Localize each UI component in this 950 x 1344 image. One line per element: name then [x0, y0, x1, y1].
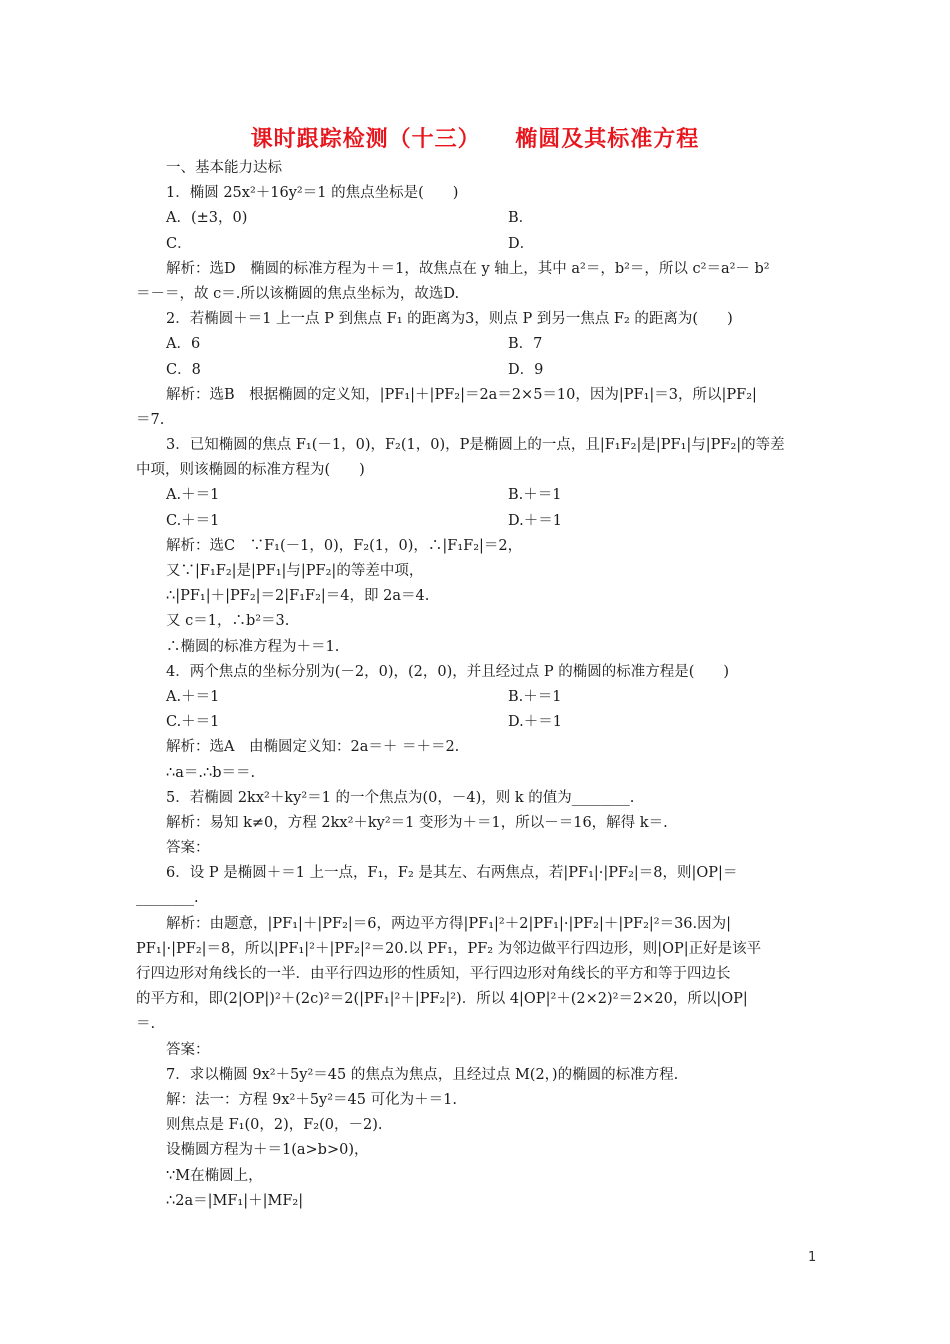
text-line: 解析：选B 根据椭圆的定义知，|PF₁|＋|PF₂|＝2a＝2×5＝10，因为|PF₁|＝3，所以|PF₂| — [166, 386, 757, 403]
option-right: D． — [508, 235, 535, 252]
option-right: B.＋＝1 — [508, 688, 562, 705]
text-line: 设椭圆方程为＋＝1(a>b>0)， — [166, 1142, 369, 1159]
text-line: ＝7. — [136, 411, 165, 428]
page-title: 课时跟踪检测（十三） 椭圆及其标准方程 — [250, 126, 700, 152]
text-line: 答案： — [166, 1041, 210, 1058]
option-left: C.＋＝1 — [166, 714, 220, 731]
option-row — [136, 332, 816, 357]
text-line: 5．若椭圆 2kx²＋ky²＝1 的一个焦点为(0，－4)，则 k 的值为________. — [166, 789, 635, 806]
option-left: C． — [166, 235, 192, 252]
text-line: 中项，则该椭圆的标准方程为( ) — [136, 462, 365, 479]
text-line: 解析：选A 由椭圆定义知：2a＝＋ ＝＋＝2. — [166, 739, 460, 756]
page-number: 1 — [808, 1250, 817, 1265]
text-line: 6．设 P 是椭圆＋＝1 上一点，F₁，F₂ 是其左、右两焦点，若|PF₁|·|PF₂|＝8，则|OP|＝ — [166, 865, 738, 882]
text-line: 解析：由题意，|PF₁|＋|PF₂|＝6，两边平方得|PF₁|²＋2|PF₁|·|PF₂|＋|PF₂|²＝36.因为| — [166, 915, 732, 932]
text-line: 7．求以椭圆 9x²＋5y²＝45 的焦点为焦点，且经过点 M(2，)的椭圆的标准方程. — [166, 1066, 679, 1083]
option-left: A．(±3，0) — [166, 210, 248, 227]
option-left: C.＋＝1 — [166, 512, 220, 529]
text-line: ________. — [136, 890, 199, 907]
text-line: 则焦点是 F₁(0，2)，F₂(0，－2). — [166, 1117, 383, 1134]
option-left: A.＋＝1 — [166, 487, 220, 504]
option-row — [136, 483, 816, 508]
option-row — [136, 685, 816, 710]
option-right: D.＋＝1 — [508, 714, 562, 731]
option-left: A．6 — [166, 336, 201, 353]
text-line: 解析：选D 椭圆的标准方程为＋＝1，故焦点在 y 轴上，其中 a²＝，b²＝，所以 c²＝a²－ b² — [166, 260, 770, 277]
text-line: ∴椭圆的标准方程为＋＝1. — [166, 638, 340, 655]
text-line: 4．两个焦点的坐标分别为(－2，0)，(2，0)，并且经过点 P 的椭圆的标准方程是( ) — [166, 663, 730, 680]
text-line: ∴|PF₁|＋|PF₂|＝2|F₁F₂|＝4，即 2a＝4. — [166, 588, 430, 605]
option-left: C．8 — [166, 361, 201, 378]
text-line: 又∵|F₁F₂|是|PF₁|与|PF₂|的等差中项， — [166, 563, 424, 579]
option-left: A.＋＝1 — [166, 688, 220, 705]
option-right: D.＋＝1 — [508, 512, 562, 529]
document-body — [136, 156, 816, 1214]
text-line: 答案： — [166, 840, 210, 857]
option-right: B.＋＝1 — [508, 487, 562, 504]
text-line: ∴a＝.∴b＝＝. — [166, 764, 256, 781]
option-row — [136, 509, 816, 534]
text-line: ∴2a＝|MF₁|＋|MF₂| — [166, 1192, 304, 1209]
option-right: D．9 — [508, 361, 544, 378]
option-row — [136, 710, 816, 735]
text-line: 解析：易知 k≠0，方程 2kx²＋ky²＝1 变形为＋＝1，所以－＝16，解得 k＝. — [166, 814, 668, 831]
text-line: 的平方和，即(2|OP|)²＋(2c)²＝2(|PF₁|²＋|PF₂|²)．所以 4|OP|²＋(2×2)²＝2×20，所以|OP| — [136, 991, 748, 1008]
text-line: ＝. — [136, 1016, 156, 1033]
text-line: 解：法一：方程 9x²＋5y²＝45 可化为＋＝1. — [166, 1091, 457, 1108]
option-right: B．7 — [508, 336, 543, 353]
text-line: 又 c＝1，∴b²＝3. — [166, 613, 290, 630]
option-right: B． — [508, 210, 534, 227]
option-row — [136, 206, 816, 231]
text-line: 1．椭圆 25x²＋16y²＝1 的焦点坐标是( ) — [166, 185, 459, 202]
text-line: ＝－＝，故 c＝.所以该椭圆的焦点坐标为，故选D. — [136, 285, 460, 302]
text-line: ∵M在椭圆上， — [166, 1167, 263, 1184]
text-line: 解析：选C ∵F₁(－1，0)，F₂(1，0)，∴|F₁F₂|＝2， — [166, 537, 523, 554]
option-row — [136, 358, 816, 383]
text-line: 一、基本能力达标 — [166, 160, 282, 176]
text-line: 行四边形对角线长的一半．由平行四边形的性质知，平行四边形对角线长的平方和等于四边长 — [136, 966, 731, 982]
option-row — [136, 232, 816, 257]
text-line: 2．若椭圆＋＝1 上一点 P 到焦点 F₁ 的距离为3，则点 P 到另一焦点 F₂ 的距离为( ) — [166, 311, 733, 328]
text-line: 3．已知椭圆的焦点 F₁(－1，0)，F₂(1，0)，P是椭圆上的一点，且|F₁F₂|是|PF₁|与|PF₂|的等差 — [166, 437, 785, 454]
text-line: PF₁|·|PF₂|＝8，所以|PF₁|²＋|PF₂|²＝20.以 PF₁，PF₂ 为邻边做平行四边形，则|OP|正好是该平 — [136, 940, 762, 957]
